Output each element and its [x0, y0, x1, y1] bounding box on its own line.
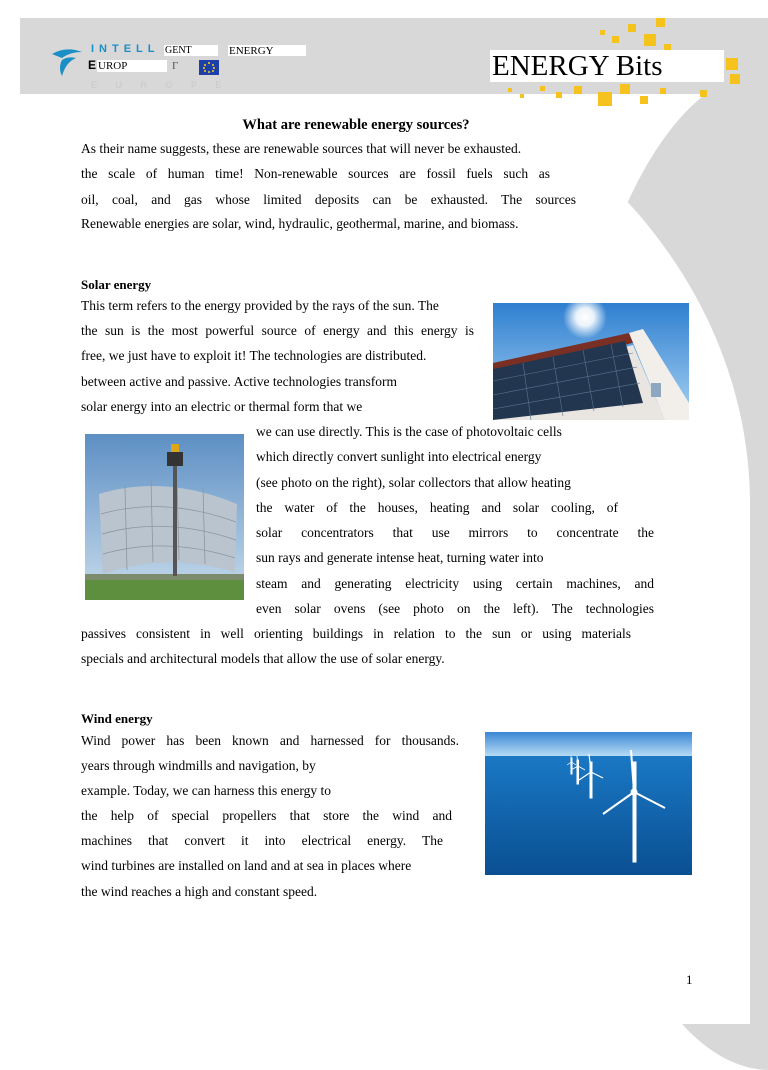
page-title: What are renewable energy sources?: [242, 117, 470, 133]
solar-line: free, we just have to exploit it! The technologies are distributed.: [81, 348, 427, 363]
wind-line: wind turbines are installed on land and at sea in places where: [81, 858, 412, 873]
logo-text: INTELL: [91, 43, 160, 55]
intro-line: oil, coal, and gas whose limited deposits can be exhausted. The sources: [81, 192, 576, 207]
wind-line: Wind power has been known and harnessed for thousands.: [81, 733, 459, 748]
solar-line: sun rays and generate intense heat, turning water into: [256, 550, 544, 565]
solar-line: (see photo on the right), solar collectors that allow heating: [256, 475, 571, 490]
logo-letter: E: [88, 58, 97, 72]
offshore-wind-farm-photo: [485, 732, 692, 875]
solar-line: the water of the houses, heating and solar cooling, of: [256, 500, 618, 515]
wind-line: the help of special propellers that store the wind and: [81, 808, 452, 823]
section-title-wind: Wind energy: [81, 711, 153, 726]
logo-icon: [48, 46, 84, 78]
logo-box-europ: UROP: [97, 60, 167, 72]
solar-line: steam and generating electricity using certain machines, and: [256, 576, 654, 591]
solar-line: solar concentrators that use mirrors to concentrate the: [256, 525, 654, 540]
eu-flag-icon: [199, 60, 219, 75]
solar-line: between active and passive. Active technologies transform: [81, 374, 398, 389]
wind-line: the wind reaches a high and constant speed.: [81, 884, 318, 899]
logo-separator: Г: [172, 60, 179, 72]
solar-line: specials and architectural models that allow the use of solar energy.: [81, 651, 445, 666]
logo-box-gent: GENT: [164, 45, 218, 56]
solar-line: even solar ovens (see photo on the left). The technologies: [256, 601, 654, 616]
wind-line: example. Today, we can harness this energy to: [81, 783, 331, 798]
solar-line: passives consistent in well orienting buildings in relation to the sun or using materials: [81, 626, 631, 641]
wind-line: years through windmills and navigation, by: [81, 758, 316, 773]
intro-line: the scale of human time! Non-renewable sources are fossil fuels such as: [81, 166, 550, 181]
solar-concentrator-photo: [85, 434, 244, 600]
brand-title: ENERGY Bits: [490, 50, 724, 82]
section-title-solar: Solar energy: [81, 277, 152, 292]
solar-line: the sun is the most powerful source of energy and this energy is: [81, 323, 474, 338]
page-number: 1: [686, 972, 693, 987]
logo-box-energy: ENERGY: [228, 45, 306, 56]
solar-line: we can use directly. This is the case of photovoltaic cells: [256, 424, 562, 439]
intro-line: Renewable energies are solar, wind, hydraulic, geothermal, marine, and biomass.: [81, 216, 519, 231]
wind-line: machines that convert it into electrical energy. The: [81, 833, 443, 848]
intro-line: As their name suggests, these are renewable sources that will never be exhausted.: [81, 141, 522, 156]
solar-line: which directly convert sunlight into electrical energy: [256, 449, 542, 464]
solar-roof-photo: [493, 303, 689, 420]
logo-faded-text: E U R O P E: [91, 80, 230, 90]
solar-line: This term refers to the energy provided by the rays of the sun. The: [81, 298, 439, 313]
solar-line: solar energy into an electric or thermal form that we: [81, 399, 363, 414]
